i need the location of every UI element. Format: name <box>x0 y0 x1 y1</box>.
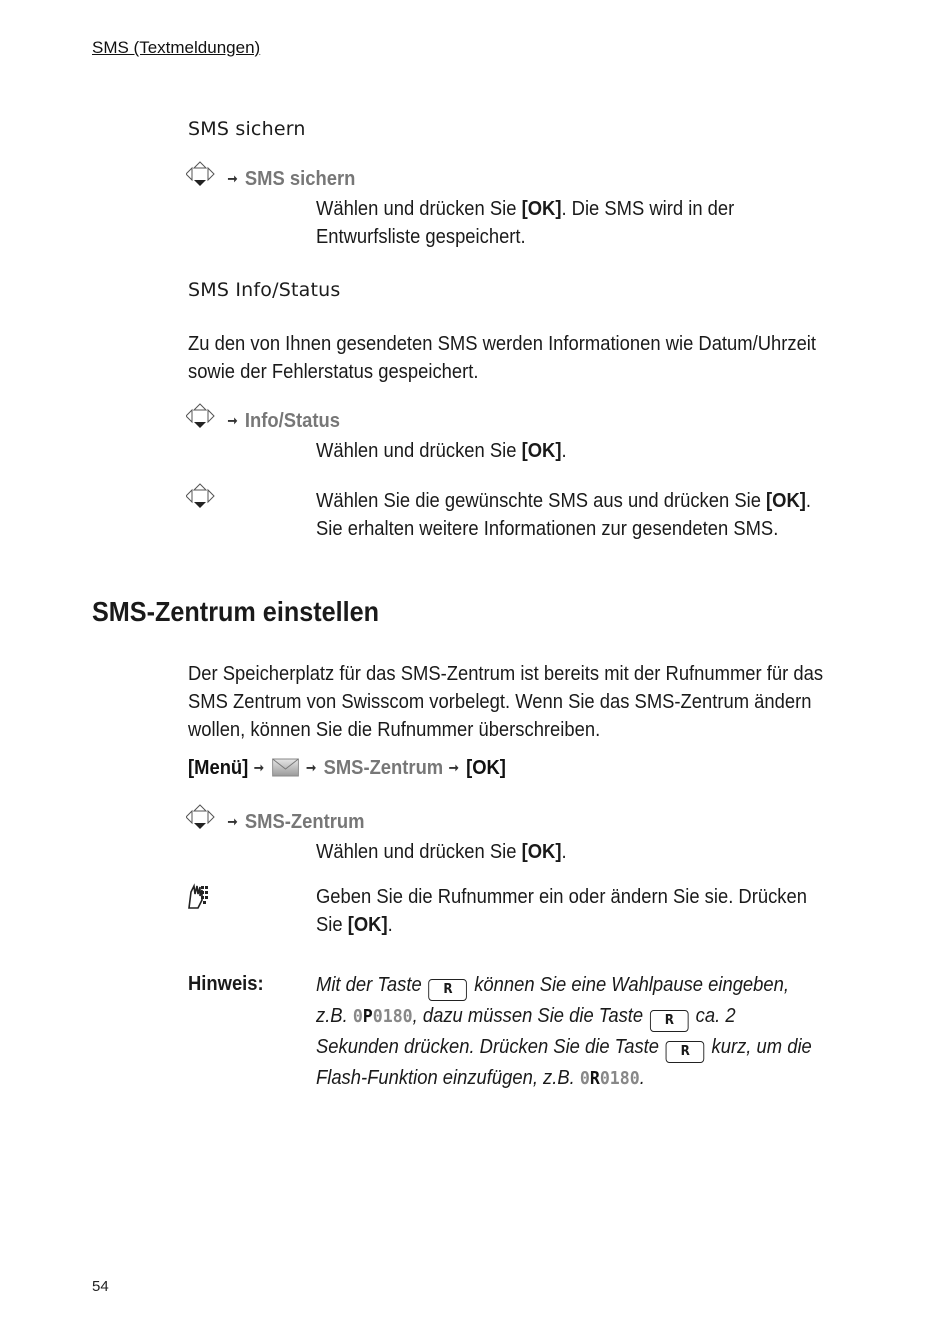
instruction-info-step1: Wählen und drücken Sie [OK]. <box>316 440 567 462</box>
menu-path-center: [Menü] ➞ ➞ SMS-Zentrum ➞ [OK] <box>188 757 506 779</box>
navigation-key-icon <box>186 482 216 512</box>
navigation-key-icon <box>186 402 216 432</box>
menu-path-info-status: ➞ Info/Status <box>227 410 340 432</box>
arrow-icon: ➞ <box>227 814 238 829</box>
running-header: SMS (Textmeldungen) <box>92 38 261 57</box>
arrow-icon: ➞ <box>448 760 459 775</box>
navigation-key-icon <box>186 803 216 833</box>
page-number: 54 <box>92 1278 109 1295</box>
menu-path-sms-sichern: ➞ SMS sichern <box>227 168 356 190</box>
instruction-center-step2: Geben Sie die Rufnummer ein oder ändern Sie sie. Drücken Sie [OK]. <box>316 886 807 936</box>
arrow-icon: ➞ <box>227 171 238 186</box>
r-key-icon: R <box>429 979 468 1001</box>
instruction-center-step1: Wählen und drücken Sie [OK]. <box>316 841 567 863</box>
instruction-info-step2: Wählen Sie die gewünschte SMS aus und drücken Sie [OK]. Sie erhalten weitere Informationen zur gesendeten SMS. <box>316 490 812 540</box>
keypad-hand-icon <box>186 882 210 910</box>
subheading-sms-sichern: SMS sichern <box>188 118 306 140</box>
arrow-icon: ➞ <box>227 413 238 428</box>
navigation-key-icon <box>186 160 216 190</box>
center-intro: Der Speicherplatz für das SMS-Zentrum ist bereits mit der Rufnummer für das SMS Zentrum von Swisscom vorbelegt. Wenn Sie das SMS-Zentrum ändern wollen, können Sie die Rufnummer überschreiben. <box>188 663 824 741</box>
note-label: Hinweis: <box>188 973 264 995</box>
menu-path-sms-zentrum: ➞ SMS-Zentrum <box>227 811 365 833</box>
r-key-icon: R <box>666 1041 705 1063</box>
r-key-icon: R <box>650 1010 689 1032</box>
arrow-icon: ➞ <box>306 760 317 775</box>
envelope-icon <box>271 756 300 778</box>
note-text: Mit der Taste R können Sie eine Wahlpause eingeben, z.B. 0P0180, dazu müssen Sie die Taste R ca. 2 Sekunden drücken. Drücken Sie die Taste R kurz, um die Flash-Funktion einzufügen, z.B. 0R0180. <box>316 974 812 1089</box>
arrow-icon: ➞ <box>253 760 264 775</box>
info-intro: Zu den von Ihnen gesendeten SMS werden Informationen wie Datum/Uhrzeit sowie der Fehlerstatus gespeichert. <box>188 333 817 383</box>
instruction-save: Wählen und drücken Sie [OK]. Die SMS wird in der Entwurfsliste gespeichert. <box>316 198 735 248</box>
subheading-info-status: SMS Info/Status <box>188 279 341 301</box>
section-heading-sms-zentrum: SMS-Zentrum einstellen <box>92 596 380 627</box>
